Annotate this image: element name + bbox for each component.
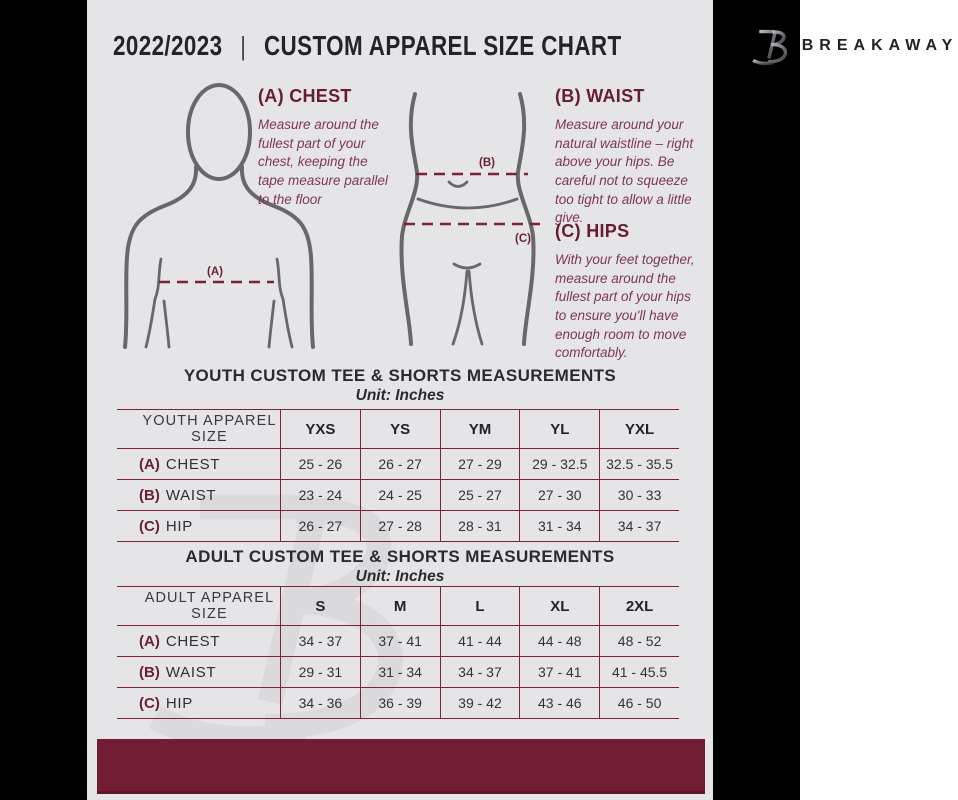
youth-size-table (117, 409, 679, 542)
measurement-value: 39 - 42 (440, 688, 520, 718)
measurement-value: 23 - 24 (280, 480, 360, 510)
hips-heading: (C) HIPS (555, 221, 630, 241)
measurement-value: 34 - 37 (440, 657, 520, 687)
adult-table-unit: Unit: Inches (355, 568, 445, 585)
row-label: (A) CHEST (139, 455, 221, 473)
table-row-waist (117, 480, 679, 511)
title-divider: | (240, 31, 247, 61)
chest-marker-label: (A) (207, 266, 223, 278)
measurement-value: 31 - 34 (519, 511, 599, 541)
adult-table-header-row (117, 586, 679, 626)
measurement-value: 34 - 37 (599, 511, 679, 541)
row-key: (B) (139, 486, 160, 504)
row-key: (A) (139, 455, 160, 473)
hips-description: With your feet together, measure around the fullest part of your hips to ensure you'll have enough room to move comfortably. (555, 252, 695, 361)
measurement-value: 26 - 27 (280, 511, 360, 541)
adult-size-table (117, 586, 679, 719)
measurement-value: 37 - 41 (360, 626, 440, 656)
measurement-value: 44 - 48 (519, 626, 599, 656)
row-key: (C) (139, 517, 160, 535)
row-key: (A) (139, 632, 160, 650)
size-header: YM (440, 410, 520, 448)
measurement-value: 41 - 44 (440, 626, 520, 656)
measurement-value: 31 - 34 (360, 657, 440, 687)
adult-table-title: ADULT CUSTOM TEE & SHORTS MEASUREMENTS (185, 547, 615, 566)
measurement-value: 25 - 27 (440, 480, 520, 510)
lower-torso-figure (395, 90, 545, 346)
table-row-hip (117, 688, 679, 719)
waist-heading: (B) WAIST (555, 86, 645, 106)
measurement-value: 34 - 36 (280, 688, 360, 718)
row-label: (A) CHEST (139, 632, 221, 650)
hips-marker-label: (C) (515, 233, 531, 245)
measurement-value: 25 - 26 (280, 449, 360, 479)
measurement-value: 29 - 31 (280, 657, 360, 687)
measurement-value: 32.5 - 35.5 (599, 449, 679, 479)
row-key: (C) (139, 694, 160, 712)
row-label: (B) WAIST (139, 663, 217, 681)
season-label: 2022/2023 (113, 30, 223, 61)
measurement-value: 34 - 37 (280, 626, 360, 656)
row-label: (C) HIP (139, 694, 193, 712)
youth-table-unit: Unit: Inches (355, 387, 445, 404)
table-row-hip (117, 511, 679, 542)
size-header: YS (360, 410, 440, 448)
chest-note (258, 86, 396, 209)
measurement-value: 43 - 46 (519, 688, 599, 718)
youth-table-title: YOUTH CUSTOM TEE & SHORTS MEASUREMENTS (183, 366, 617, 385)
measurement-value: 27 - 30 (519, 480, 599, 510)
waist-note (555, 86, 703, 228)
measurement-value: 37 - 41 (519, 657, 599, 687)
brand-lockup (749, 24, 958, 68)
measurement-value: 30 - 33 (599, 480, 679, 510)
hips-note (555, 221, 705, 363)
youth-size-column-header: YOUTH APPAREL SIZE (142, 413, 277, 445)
measurement-value: 27 - 29 (440, 449, 520, 479)
chest-heading: (A) CHEST (258, 86, 352, 106)
measurement-value: 46 - 50 (599, 688, 679, 718)
size-header: YXL (599, 410, 679, 448)
measurement-guide (87, 85, 713, 371)
title-text: CUSTOM APPAREL SIZE CHART (263, 30, 622, 61)
size-header: L (440, 587, 520, 625)
row-key: (B) (139, 663, 160, 681)
size-header: S (280, 587, 360, 625)
measurement-value: 28 - 31 (440, 511, 520, 541)
size-header: XL (519, 587, 599, 625)
adult-size-column-header: ADULT APPAREL SIZE (144, 590, 275, 622)
breakaway-logo-icon (749, 24, 793, 68)
table-row-chest (117, 626, 679, 657)
measurement-value: 41 - 45.5 (599, 657, 679, 687)
chest-description: Measure around the fullest part of your chest, keeping the tape measure parallel to the floor (258, 117, 388, 207)
page-title (113, 30, 622, 62)
brand-name: BREAKAWAY (801, 37, 958, 54)
footer-bar (97, 739, 705, 794)
size-header: YL (519, 410, 599, 448)
measurement-value: 36 - 39 (360, 688, 440, 718)
youth-table-header-row (117, 409, 679, 449)
row-label: (C) HIP (139, 517, 193, 535)
size-chart-page (87, 0, 958, 800)
measurement-value: 48 - 52 (599, 626, 679, 656)
measurement-value: 26 - 27 (360, 449, 440, 479)
table-row-chest (117, 449, 679, 480)
row-label: (B) WAIST (139, 486, 217, 504)
measurement-value: 27 - 28 (360, 511, 440, 541)
measurement-value: 24 - 25 (360, 480, 440, 510)
page-header (87, 0, 958, 92)
size-header: M (360, 587, 440, 625)
waist-marker-label: (B) (479, 157, 495, 169)
waist-description: Measure around your natural waistline – right above your hips. Be careful not to squeeze too tight to allow a little give. (555, 117, 694, 226)
table-row-waist (117, 657, 679, 688)
size-header: 2XL (599, 587, 679, 625)
size-header: YXS (280, 410, 360, 448)
measurement-value: 29 - 32.5 (519, 449, 599, 479)
